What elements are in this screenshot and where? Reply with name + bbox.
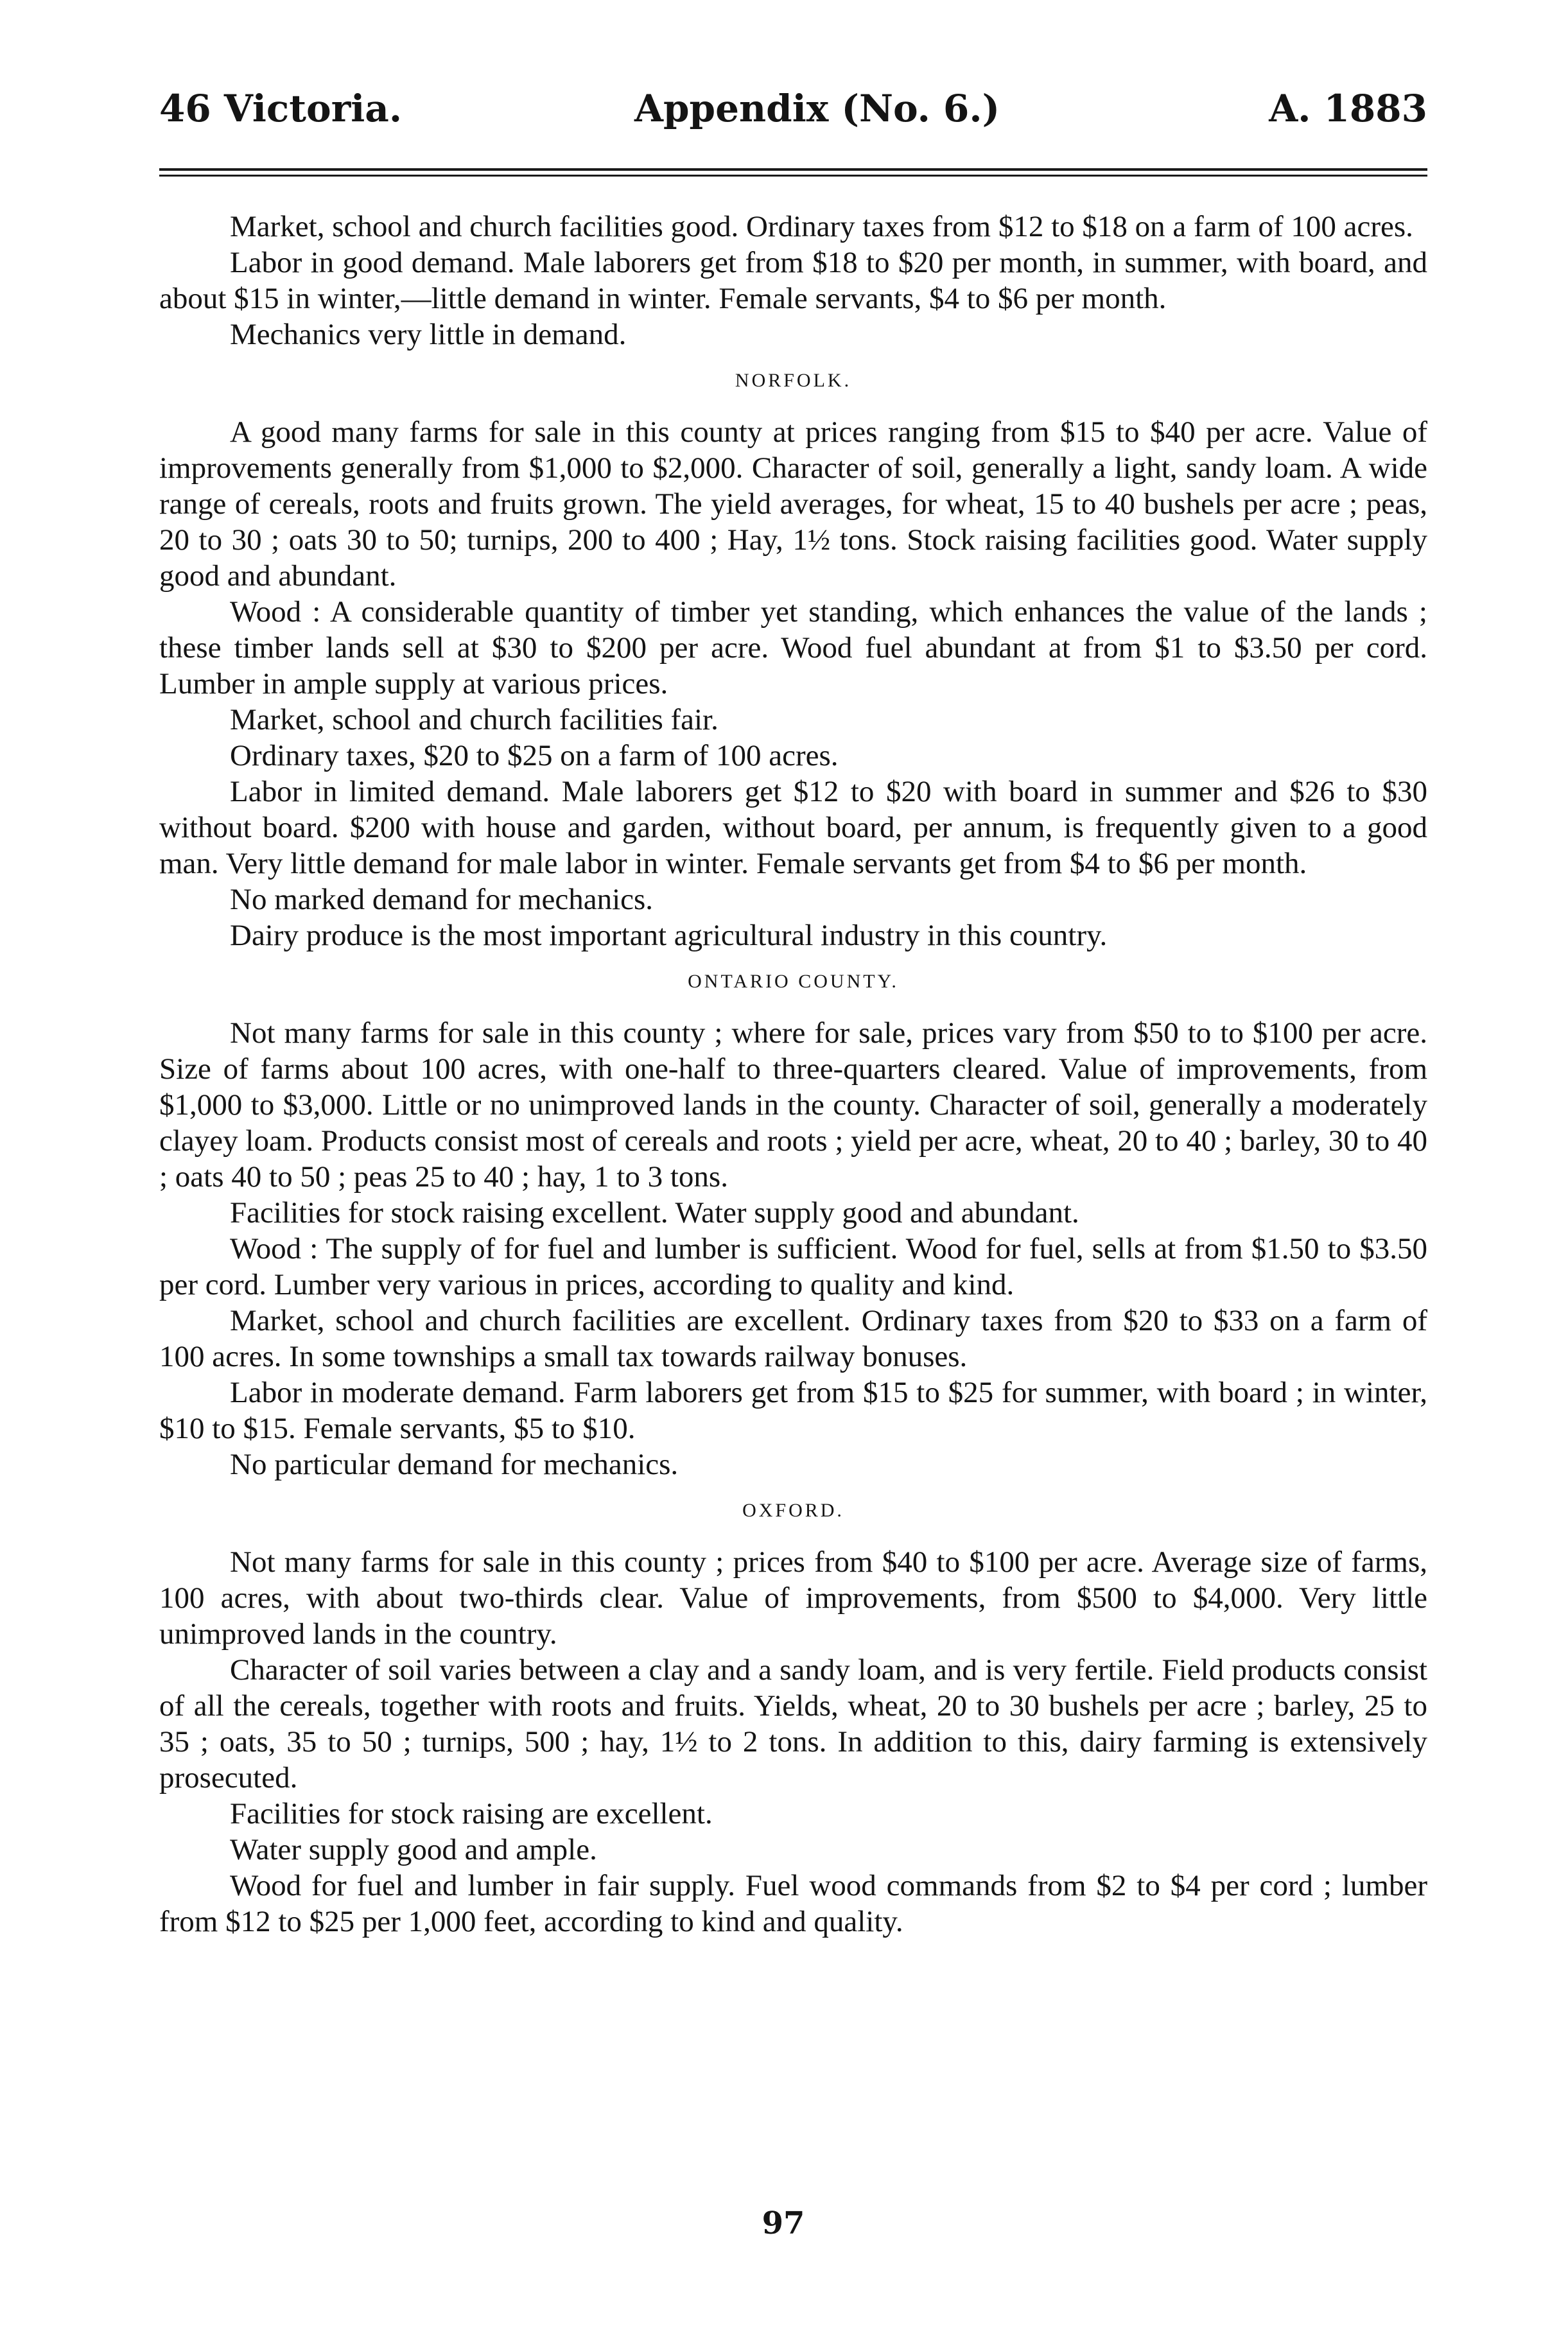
paragraph: A good many farms for sale in this county at prices ranging from $15 to $40 per acre. Value of improvements generally from $1,000 to $2,000. Character of soil, generally a light, sandy loam. A wide range of cereals, roots and fruits grown. The yield averages, for wheat, 15 to 40 bushels per acre ; peas, 20 to 30 ; oats 30 to 50; turnips, 200 to 400 ; Hay, 1½ tons. Stock raising facilities good. Water supply good and abundant. [159,415,1427,593]
paragraph: Market, school and church facilities are excellent. Ordinary taxes from $20 to $33 on a farm of 100 acres. In some townships a small tax towards railway bonuses. [159,1304,1427,1373]
paragraph: Dairy produce is the most important agricultural industry in this country. [230,919,1108,952]
header-rule [159,168,1427,171]
paragraph: Wood : The supply of for fuel and lumber is sufficient. Wood for fuel, sells at from $1.50 to $3.50 per cord. Lumber very various in prices, according to quality and kind. [159,1232,1427,1301]
paragraph: Not many farms for sale in this county ; where for sale, prices vary from $50 to to $100 per acre. Size of farms about 100 acres, with one-half to three-quarters cleared. Value of improvements, from $1,000 to $3,000. Little or no unimproved lands in the county. Character of soil, generally a moderately clayey loam. Products consist most of cereals and roots ; yield per acre, wheat, 20 to 40 ; barley, 30 to 40 ; oats 40 to 50 ; peas 25 to 40 ; hay, 1 to 3 tons. [159,1016,1427,1194]
paragraph: Not many farms for sale in this county ; prices from $40 to $100 per acre. Average size of farms, 100 acres, with about two-thirds clear. Value of improvements, from $500 to $4,000. Very little unimproved lands in the country. [159,1545,1427,1651]
header-rule-secondary [159,175,1427,177]
body-text [159,209,1427,1940]
paragraph: No marked demand for mechanics. [230,883,654,916]
paragraph: Ordinary taxes, $20 to $25 on a farm of 100 acres. [230,739,839,772]
header-session: 46 Victoria. [159,87,403,130]
paragraph: No particular demand for mechanics. [230,1448,679,1481]
paragraph: Facilities for stock raising excellent. Water supply good and abundant. [230,1196,1079,1229]
page-number: 97 [762,2205,805,2241]
section-heading-oxford: OXFORD. [742,1500,844,1521]
running-header [159,87,1427,138]
paragraph: Labor in limited demand. Male laborers get $12 to $20 with board in summer and $26 to $30 without board. $200 with house and garden, without board, per annum, is frequently given to a good man. Very little demand for male labor in winter. Female servants get from $4 to $6 per month. [159,775,1427,880]
paragraph: Market, school and church facilities fair. [230,703,719,736]
section-heading-norfolk: NORFOLK. [735,370,852,391]
paragraph: Facilities for stock raising are excellent. [230,1797,713,1830]
paragraph: Mechanics very little in demand. [230,318,627,351]
paragraph: Character of soil varies between a clay and a sandy loam, and is very fertile. Field products consist of all the cereals, together with roots and fruits. Yields, wheat, 20 to 30 bushels per acre ; barley, 25 to 35 ; oats, 35 to 50 ; turnips, 500 ; hay, 1½ to 2 tons. In addition to this, dairy farming is extensively prosecuted. [159,1653,1427,1794]
paragraph: Wood for fuel and lumber in fair supply. Fuel wood commands from $2 to $4 per cord ; lumber from $12 to $25 per 1,000 feet, according to kind and quality. [159,1869,1427,1938]
header-year: A. 1883 [1269,87,1427,130]
paragraph: Wood : A considerable quantity of timber yet standing, which enhances the value of the lands ; these timber lands sell at $30 to $200 per acre. Wood fuel abundant at from $1 to $3.50 per cord. Lumber in ample supply at various prices. [159,595,1427,700]
paragraph: Water supply good and ample. [230,1833,597,1866]
paragraph: Market, school and church facilities good. Ordinary taxes from $12 to $18 on a farm of 100 acres. [230,210,1413,243]
header-title: Appendix (No. 6.) [634,87,1000,130]
section-heading-ontario-county: ONTARIO COUNTY. [688,971,899,992]
paragraph: Labor in moderate demand. Farm laborers get from $15 to $25 for summer, with board ; in winter, $10 to $15. Female servants, $5 to $10. [159,1376,1427,1445]
paragraph: Labor in good demand. Male laborers get from $18 to $20 per month, in summer, with board, and about $15 in winter,—little demand in winter. Female servants, $4 to $6 per month. [159,246,1427,315]
